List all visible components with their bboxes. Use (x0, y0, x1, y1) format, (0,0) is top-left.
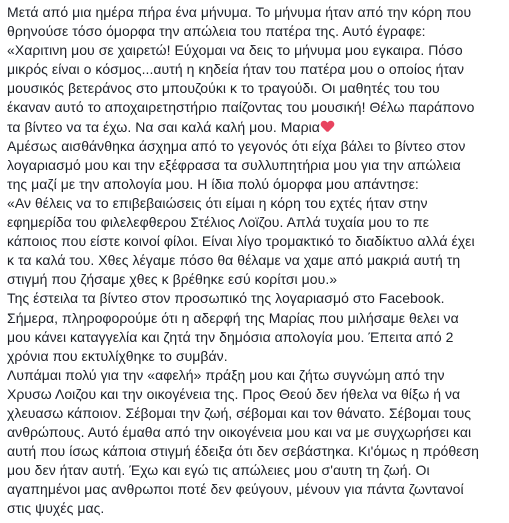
post-line-12: εφημερίδα του φιλελεφθερου Στέλιος Λοϊζου. Απλά τυχαία μου το πε (7, 214, 430, 231)
post-line-7-container (7, 118, 503, 137)
post-line-6: έκαναν αυτό το αποχαιρετηστήριο παίζοντας του μουσική! Θέλω παράπονο (7, 99, 475, 116)
post-line-18: μου κάνει καταγγελία και ζητά την δημόσια απολογία μου. Έπειτα από 2 (7, 328, 454, 345)
post-line-16: Της έστειλα τα βίντεο στον προσωπικό της λογαριασμό στο Facebook. (7, 290, 445, 307)
post-line-15: στιγμή που ζήσαμε χθες κ βρέθηκε εσύ κορίτσι μου.» (7, 271, 338, 288)
post-line-19: χρόνια που εκτυλίχθηκε το συμβάν. (7, 347, 228, 364)
post-line-1: Μετά από μια ημέρα πήρα ένα μήνυμα. Το μήνυμα ήταν από την κόρη που (7, 4, 472, 20)
post-line-5: μουσικός βετεράνος στο μπουζούκι κ το τραγούδι. Οι μαθητές του του (7, 80, 440, 97)
heart-emoji-icon (321, 121, 334, 133)
post-line-13: κάποιος που είστε κοινοί φίλοι. Είναι λίγο τρομακτικό το διαδίκτυο αλλά έχει (7, 233, 475, 250)
post-line-8: Αμέσως αισθάνθηκα άσχημα από το γεγονός ότι είχα βάλει το βίντεο στον (7, 137, 466, 154)
post-line-20: Λυπάμαι πολύ για την «αφελή» πράξη μου και ζήτω συγνώμη από την (7, 366, 445, 383)
post-line-22: χλευασω κάποιον. Σέβομαι την ζωή, σέβομαι και τον θάνατο. Σέβομαι τους (7, 404, 472, 421)
post-line-11: «Αν θέλεις να το επιβεβαιώσεις ότι είμαι η κόρη του εχτές ήταν στην (7, 194, 428, 211)
post-line-3: «Χαριτινη μου σε χαιρετώ! Εύχομαι να δεις το μήνυμα μου εγκαιρα. Πόσο (7, 42, 463, 59)
post-line-23: ανθρώπους. Αυτό έμαθα από την οικογένεια μου και να με συγχωρήσει και (7, 424, 472, 441)
post-line-26: αγαπημένοι μας ανθρωποι ποτέ δεν φεύγουν, μένουν για πάντα ζωντανοί (7, 481, 464, 498)
post-line-17: Σήμερα, πληροφορούμε ότι η αδερφή της Μαρίας που μιλήσαμε θελει να (7, 309, 459, 326)
post-line-27: στις ψυχές μας. (7, 500, 105, 517)
post-line-4: μικρός είναι ο κόσμος...αυτή η κηδεία ήταν του πατέρα μου ο οποίος ήταν (7, 61, 464, 78)
post-line-2: θρηνούσε τόσο όμορφα την απώλεια του πατέρα της. Αυτό έγραφε: (7, 23, 426, 40)
post-line-21: Χρυσω Λοιζου και την οικογένεια της. Προς Θεού δεν ήθελα να θίξω ή να (7, 385, 461, 402)
post-line-24: αυτή που ίσως κάποια στιγμή έδειξα ότι δεν σεβάστηκα. Κι'όμως η πρόθεση (7, 443, 479, 460)
post-line-9: λογαριασμό μου και την εξέφρασα τα συλλυπητήρια μου για την απώλεια (7, 156, 461, 173)
post-line-10: της μαζί με την απολογία μου. Η ίδια πολύ όμορφα μου απάντησε: (7, 175, 419, 192)
post-line-7: τα βίντεο να τα έχω. Να σαι καλά καλή μου. Μαρια (7, 118, 320, 135)
post-line-25: μου δεν ήταν αυτή. Έχω και εγώ τις απώλειες μου σ'αυτη τη ζωή. Οι (7, 462, 430, 479)
post-line-14: κ τα καλά του. Χθες λέγαμε πόσο θα θέλαμε να χαμε από μακριά αυτή τη (7, 252, 461, 269)
